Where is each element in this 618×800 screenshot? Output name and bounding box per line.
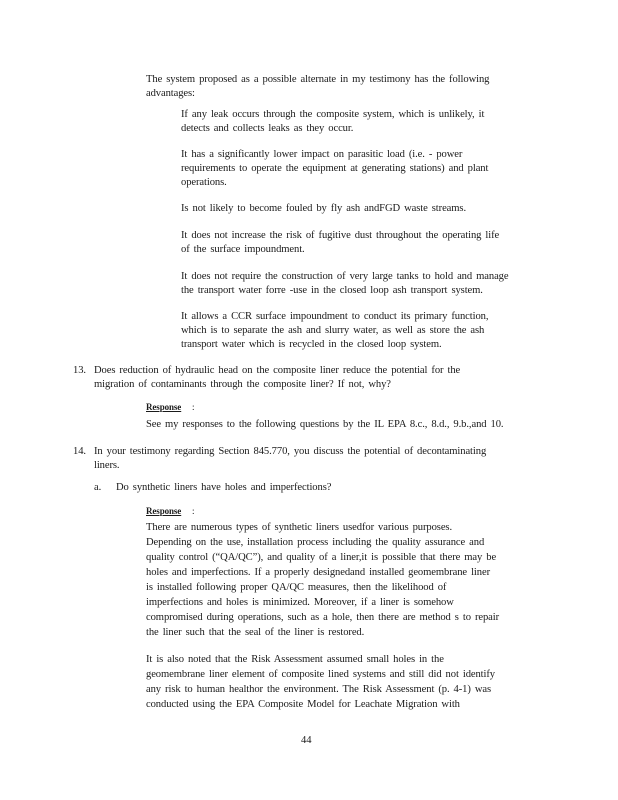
sub-question-letter: a. [94, 482, 102, 493]
response-line: imperfections and holes is minimized. Moreover, if a liner is somehow [146, 597, 454, 608]
response-label: Response [146, 506, 182, 516]
response-colon: : [192, 402, 195, 412]
response-label: Response [146, 402, 182, 412]
response-line: geomembrane liner element of composite lined systems and still did not identify [146, 669, 495, 680]
bullet-text: It allows a CCR surface impoundment to conduct its primary function, [181, 311, 489, 322]
question-text: liners. [94, 460, 120, 471]
question-text: migration of contaminants through the composite liner? If not, why? [94, 379, 391, 390]
response-line: It is also noted that the Risk Assessment assumed small holes in the [146, 654, 444, 665]
question-number: 13. [73, 365, 86, 376]
response-line: any risk to human healthor the environment. The Risk Assessment (p. 4-1) was [146, 684, 492, 695]
response-colon: : [192, 506, 195, 516]
bullet-icon [161, 270, 168, 284]
question-number: 14. [73, 446, 86, 457]
intro-line: The system proposed as a possible alternate in my testimony has the following [146, 74, 490, 85]
sub-question-text: Do synthetic liners have holes and imperfections? [116, 482, 332, 493]
bullet-text: which is to separate the ash and slurry water, as well as store the ash [181, 325, 485, 336]
page-number: 44 [301, 735, 312, 746]
bullet-text: operations. [181, 177, 227, 188]
bullet-text: detects and collects leaks as they occur. [181, 123, 354, 134]
question-text: In your testimony regarding Section 845.770, you discuss the potential of decontaminating [94, 446, 487, 457]
bullet-text: If any leak occurs through the composite system, which is unlikely, it [181, 109, 485, 120]
bullet-icon [161, 148, 168, 162]
bullet-text: transport water which is recycled in the closed loop system. [181, 339, 442, 350]
bullet-icon [161, 108, 168, 122]
bullet-icon [161, 202, 168, 216]
response-text: See my responses to the following questions by the IL EPA 8.c., 8.d., 9.b.,and 10. [146, 419, 504, 430]
bullet-text: It has a significantly lower impact on parasitic load (i.e. - power [181, 149, 463, 160]
bullet-text: of the surface impoundment. [181, 244, 305, 255]
intro-line: advantages: [146, 88, 195, 99]
response-line: conducted using the EPA Composite Model for Leachate Migration with [146, 699, 460, 710]
question-text: Does reduction of hydraulic head on the composite liner reduce the potential for the [94, 365, 461, 376]
bullet-text: the transport water forre -use in the closed loop ash transport system. [181, 285, 483, 296]
bullet-text: requirements to operate the equipment at generating stations) and plant [181, 163, 489, 174]
bullet-text: It does not increase the risk of fugitive dust throughout the operating life [181, 230, 500, 241]
bullet-text: It does not require the construction of very large tanks to hold and manage [181, 271, 509, 282]
bullet-text: Is not likely to become fouled by fly ash andFGD waste streams. [181, 203, 466, 214]
response-line: holes and imperfections. If a properly designedand installed geomembrane liner [146, 567, 490, 578]
response-line: Depending on the use, installation process including the quality assurance and [146, 537, 485, 548]
response-line: the liner such that the seal of the liner is restored. [146, 627, 365, 638]
response-line: compromised during operations, such as a hole, then there are method s to repair [146, 612, 500, 623]
response-line: There are numerous types of synthetic liners usedfor various purposes. [146, 522, 452, 533]
response-line: quality control (“QA/QC”), and quality of a liner,it is possible that there may be [146, 552, 497, 563]
response-line: is installed following proper QA/QC measures, then the likelihood of [146, 582, 447, 593]
bullet-icon [161, 310, 168, 324]
bullet-icon [161, 229, 168, 243]
